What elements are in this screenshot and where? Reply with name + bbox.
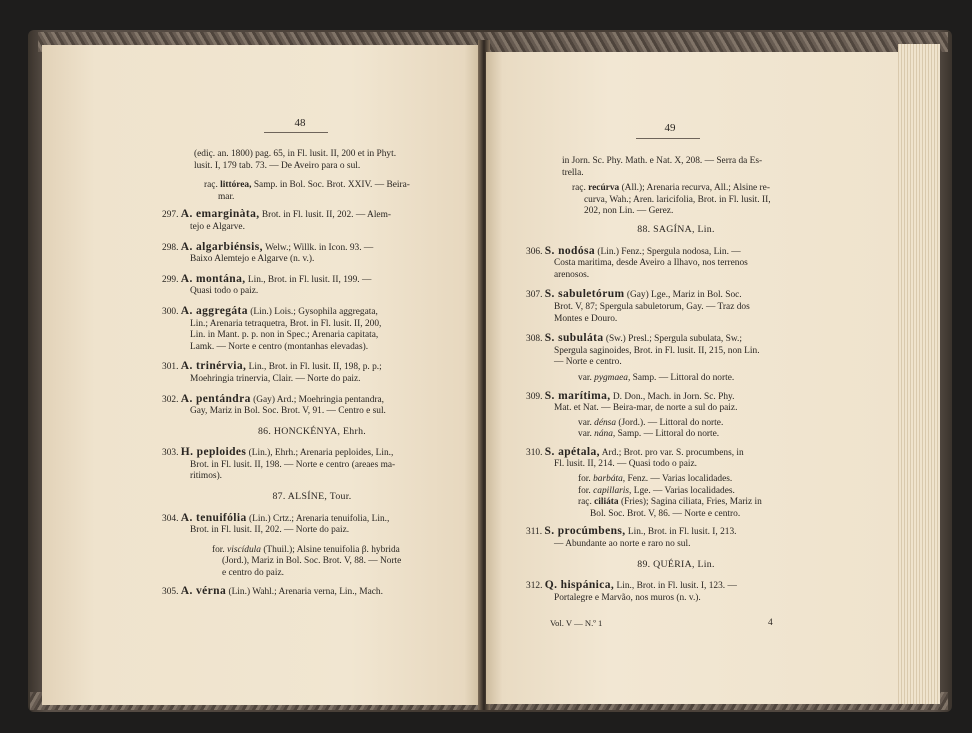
page-edges	[898, 44, 940, 704]
entry-309: 309. S. marítima, D. Don., Mach. in Jorn. Sc. Phy. Mat. et Nat. — Beira-mar, de norte a sul do paiz.	[526, 389, 738, 414]
variety-littorea: raç. littórea, Samp. in Bol. Soc. Brot. XXIV. — Beira- mar.	[204, 180, 410, 202]
entry-302: 302. A. pentándra (Gay) Ard.; Moehringia pentandra, Gay, Mariz in Bol. Soc. Brot. V, 91. — Centro e sul.	[162, 392, 386, 417]
right-page	[486, 52, 898, 704]
entry-310: 310. S. apétala, Ard.; Brot. pro var. S. procumbens, in Fl. lusit. II, 214. — Quasi todo o paiz.	[526, 445, 744, 470]
variety-densa: var. dénsa (Jord.). — Littoral do norte.	[578, 417, 724, 428]
entry-306: 306. S. nodósa (Lin.) Fenz.; Spergula nodosa, Lin. — Costa maritima, desde Aveiro a Ilhavo, nos terrenos arenosos.	[526, 244, 748, 280]
entry-311: 311. S. procúmbens, Lin., Brot. in Fl. lusit. I, 213. — Abundante ao norte e raro no sul.	[526, 525, 737, 550]
right-text-block: in Jorn. Sc. Phy. Math. e Nat. X, 208. — Serra da Es- trella. raç. recúrva (All.); Arenaria recurva, All.; Alsine re- curva, Wah.; Aren. laricifolia, Brot. in Fl. lusit. II, 202, non Lin. — Gerez. 88. SAGÍNA, Lin. 306. S. nodósa (Lin.) Fenz.; Spergula nodosa, Lin. — Costa maritima, desde Aveiro a Ilhavo, nos terrenos arenosos. 307. S. sabuletórum (Gay) Lge., Mariz in Bol. Soc. Brot. V, 87; Spergula sabuletorum, Gay. — Traz dos Montes e Douro. 308. S. subuláta (Sw.) Presl.; Spergula subulata, Sw.; Spergula saginoides, Brot. in Fl. lusit. II, 215, non Lin. — Norte e centro. var. pygmaea, Samp. — Littoral do norte. 309. S. marítima, D. Don., Mach. in Jorn. Sc. Phy. Mat. et Nat. — Beira-mar, de norte a sul do paiz. var. dénsa (Jord.). — Littoral do norte. var. nána, Samp. — Littoral do norte. 310. S. apétala, Ard.; Brot. pro var. S. procumbens, in Fl. lusit. II, 214. — Quasi todo o paiz. for. barbáta, Fenz. — Varias localidades. for. capillaris, Lge. — Varias localidades. raç. ciliáta (Fries); Sagina ciliata, Fries, Mariz in Bol. Soc. Brot. V, 86. — Norte e centro. 311. S. procúmbens, Lin., Brot. in Fl. lusit. I, 213. — Abundante ao norte e raro no sul. 89. QUÉRIA, Lin. 312. Q. hispánica, Lin., Brot. in Fl. lusit. I, 123. — Portalegre e Marvão, nos muros (n. v.).	[526, 156, 826, 606]
entry-308: 308. S. subuláta (Sw.) Presl.; Spergula subulata, Sw.; Spergula saginoides, Brot. in Fl. lusit. II, 215, non Lin. — Norte e centro.	[526, 332, 760, 368]
variety-ciliata: raç. ciliáta (Fries); Sagina ciliata, Fries, Mariz in Bol. Soc. Brot. V, 86. — Norte e centro.	[578, 497, 762, 519]
entry-297: 297. A. emarginàta, Brot. in Fl. lusit. II, 202. — Alem- tejo e Algarve.	[162, 208, 392, 232]
variety-nana: var. nána, Samp. — Littoral do norte.	[578, 429, 720, 440]
variety-barbata: for. barbáta, Fenz. — Varias localidades.	[578, 474, 733, 485]
variety-pygmaea: var. pygmaea, Samp. — Littoral do norte.	[578, 372, 735, 383]
entry-300: 300. A. aggregáta (Lin.) Lois.; Gysophila aggregata, Lin.; Arenaria tetraquetra, Brot. in Fl. lusit. II, 200, Lin. in Mant. p. p. non in Spec.; Arenaria capitata, Lamk. — Norte e centro (montanhas elevadas).	[162, 304, 382, 352]
variety-viscidula: for. viscídula (Thuil.); Alsine tenuifolia β. hybrida (Jord.), Mariz in Bol. Soc. Brot. V, 88. — Norte e centro do paiz.	[212, 544, 402, 579]
left-page	[42, 45, 482, 705]
entry-307: 307. S. sabuletórum (Gay) Lge., Mariz in Bol. Soc. Brot. V, 87; Spergula sabuletorum, Gay. — Traz dos Montes e Douro.	[526, 288, 750, 324]
genus-heading-89: 89. QUÉRIA, Lin.	[637, 558, 715, 570]
genus-heading-87: 87. ALSÍNE, Tour.	[272, 491, 352, 503]
genus-heading-86: 86. HONCKÉNYA, Ehrh.	[257, 425, 367, 437]
entry-303: 303. H. peploides (Lin.), Ehrh.; Arenaria peploides, Lin., Brot. in Fl. lusit. II, 198. — Norte e centro (areaes ma- ritimos).	[162, 446, 396, 482]
continuation-line: lusit. I, 179 tab. 73. — De Aveiro para o sul.	[194, 160, 361, 171]
variety-capillaris: for. capillaris, Lge. — Varias localidades.	[578, 485, 735, 496]
entry-305: 305. A. vérna (Lin.) Wahl.; Arenaria verna, Lin., Mach.	[162, 584, 383, 597]
variety-recurva: raç. recúrva (All.); Arenaria recurva, All.; Alsine re- curva, Wah.; Aren. laricifolia, Brot. in Fl. lusit. II, 202, non Lin. — Gerez.	[572, 183, 771, 217]
entry-301: 301. A. trinérvia, Lin., Brot. in Fl. lusit. II, 198, p. p.; Moehringia trinervia, Clair. — Norte do paiz.	[162, 360, 382, 384]
left-folio: 48	[294, 117, 306, 129]
entry-298: 298. A. algarbiénsis, Welw.; Willk. in Icon. 93. — Baixo Alemtejo e Algarve (n. v.).	[162, 240, 374, 265]
left-text-block	[162, 149, 462, 606]
genus-heading-88: 88. SAGÍNA, Lin.	[637, 223, 715, 235]
right-folio: 49	[664, 122, 676, 134]
continuation-line: (ediç. an. 1800) pag. 65, in Fl. lusit. II, 200 et in Phyt.	[194, 149, 397, 159]
signature-mark: Vol. V — N.º 1	[550, 618, 603, 628]
entry-304: 304. A. tenuifólia (Lin.) Crtz.; Arenaria tenuifolia, Lin., Brot. in Fl. lusit. II, 202. — Norte do paiz.	[162, 511, 390, 536]
entry-312: 312. Q. hispánica, Lin., Brot. in Fl. lusit. I, 123. — Portalegre e Marvão, nos muros (n. v.).	[526, 579, 737, 603]
right-folio-rule	[636, 138, 700, 139]
signature-number: 4	[768, 618, 773, 628]
left-folio-rule	[264, 132, 328, 133]
entry-299: 299. A. montána, Lin., Brot. in Fl. lusit. II, 199. — Quasi todo o paiz.	[162, 272, 372, 297]
